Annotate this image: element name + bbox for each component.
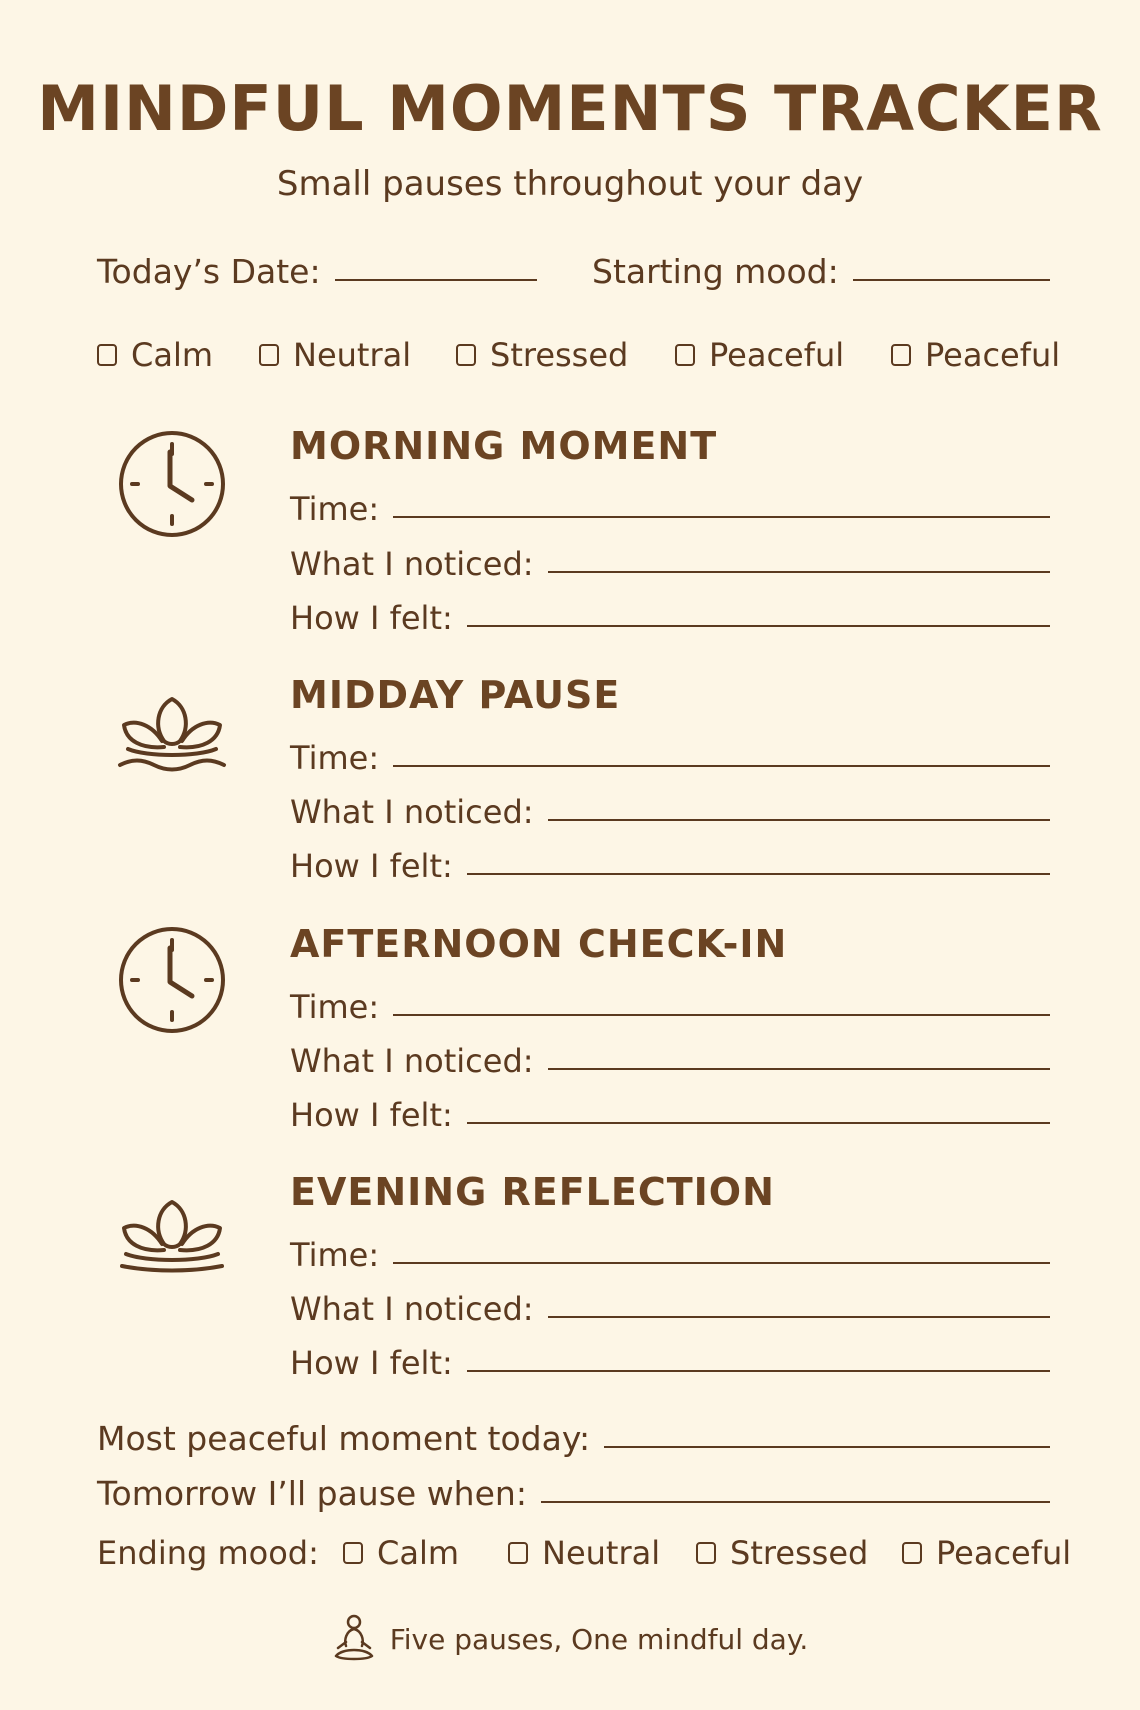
ending-mood-option-stressed[interactable]: Stressed (696, 1534, 902, 1572)
mood-option-peaceful-2[interactable]: Peaceful (891, 336, 1060, 374)
checkbox[interactable] (456, 344, 476, 366)
clock-icon (112, 920, 232, 1040)
noticed-field-row: What I noticed: (290, 545, 1050, 583)
lotus-icon (112, 685, 232, 805)
tomorrow-row (97, 1474, 1050, 1513)
felt-field-row: How I felt: (290, 1344, 1050, 1382)
tomorrow-field[interactable] (541, 1501, 1050, 1503)
felt-field-row: How I felt: (290, 599, 1050, 637)
felt-field[interactable] (467, 873, 1050, 875)
peaceful-moment-label: Most peaceful moment today: (97, 1419, 591, 1458)
peaceful-moment-field[interactable] (604, 1446, 1050, 1448)
noticed-field-row: What I noticed: (290, 793, 1050, 831)
noticed-field[interactable] (548, 1068, 1050, 1070)
checkbox[interactable] (259, 344, 279, 366)
noticed-field[interactable] (548, 1316, 1050, 1318)
time-field[interactable] (393, 1014, 1050, 1016)
time-field-row: Time: (290, 490, 1050, 528)
date-field[interactable] (335, 279, 537, 281)
lotus-icon (112, 1188, 232, 1308)
felt-field[interactable] (467, 625, 1050, 627)
checkbox[interactable] (343, 1542, 363, 1564)
mood-option-stressed[interactable]: Stressed (456, 336, 675, 374)
felt-field[interactable] (467, 1370, 1050, 1372)
mood-option-peaceful[interactable]: Peaceful (675, 336, 891, 374)
time-field[interactable] (393, 516, 1050, 518)
time-field-row: Time: (290, 739, 1050, 777)
noticed-field-row: What I noticed: (290, 1042, 1050, 1080)
footer (0, 1614, 1140, 1664)
peaceful-moment-row (97, 1419, 1050, 1458)
time-field[interactable] (393, 1262, 1050, 1264)
footer-text: Five pauses, One mindful day. (389, 1622, 809, 1656)
ending-mood-label: Ending mood: (97, 1534, 319, 1572)
noticed-field-row: What I noticed: (290, 1290, 1050, 1328)
page-subtitle: Small pauses throughout your day (276, 164, 864, 204)
ending-mood-option-peaceful[interactable]: Peaceful (902, 1534, 1071, 1572)
starting-mood-field[interactable] (853, 279, 1050, 281)
date-label: Today’s Date: (97, 252, 321, 291)
felt-field-row: How I felt: (290, 1096, 1050, 1134)
mood-option-neutral[interactable]: Neutral (259, 336, 456, 374)
ending-mood-option-neutral[interactable]: Neutral (508, 1534, 696, 1572)
tomorrow-label: Tomorrow I’ll pause when: (97, 1474, 527, 1513)
time-field-row: Time: (290, 1236, 1050, 1274)
clock-icon (112, 424, 232, 544)
checkbox[interactable] (902, 1542, 922, 1564)
time-field-row: Time: (290, 988, 1050, 1026)
checkbox[interactable] (508, 1542, 528, 1564)
noticed-field[interactable] (548, 819, 1050, 821)
time-field[interactable] (393, 765, 1050, 767)
section-title: MIDDAY PAUSE (290, 673, 621, 717)
checkbox[interactable] (97, 344, 117, 366)
starting-mood-options (97, 336, 1060, 374)
page-title: MINDFUL MOMENTS TRACKER (37, 72, 1103, 145)
section-title: EVENING REFLECTION (290, 1170, 775, 1214)
felt-field[interactable] (467, 1122, 1050, 1124)
ending-mood-row (97, 1534, 1071, 1572)
checkbox[interactable] (891, 344, 911, 366)
checkbox[interactable] (696, 1542, 716, 1564)
starting-mood-label: Starting mood: (592, 252, 839, 291)
mood-option-calm[interactable]: Calm (97, 336, 259, 374)
section-title: MORNING MOMENT (290, 424, 718, 468)
date-row (97, 252, 537, 291)
felt-field-row: How I felt: (290, 847, 1050, 885)
section-title: AFTERNOON CHECK-IN (290, 922, 788, 966)
noticed-field[interactable] (548, 571, 1050, 573)
meditation-figure-icon (332, 1614, 376, 1664)
starting-mood-row (592, 252, 1050, 291)
checkbox[interactable] (675, 344, 695, 366)
ending-mood-option-calm[interactable]: Calm (343, 1534, 508, 1572)
